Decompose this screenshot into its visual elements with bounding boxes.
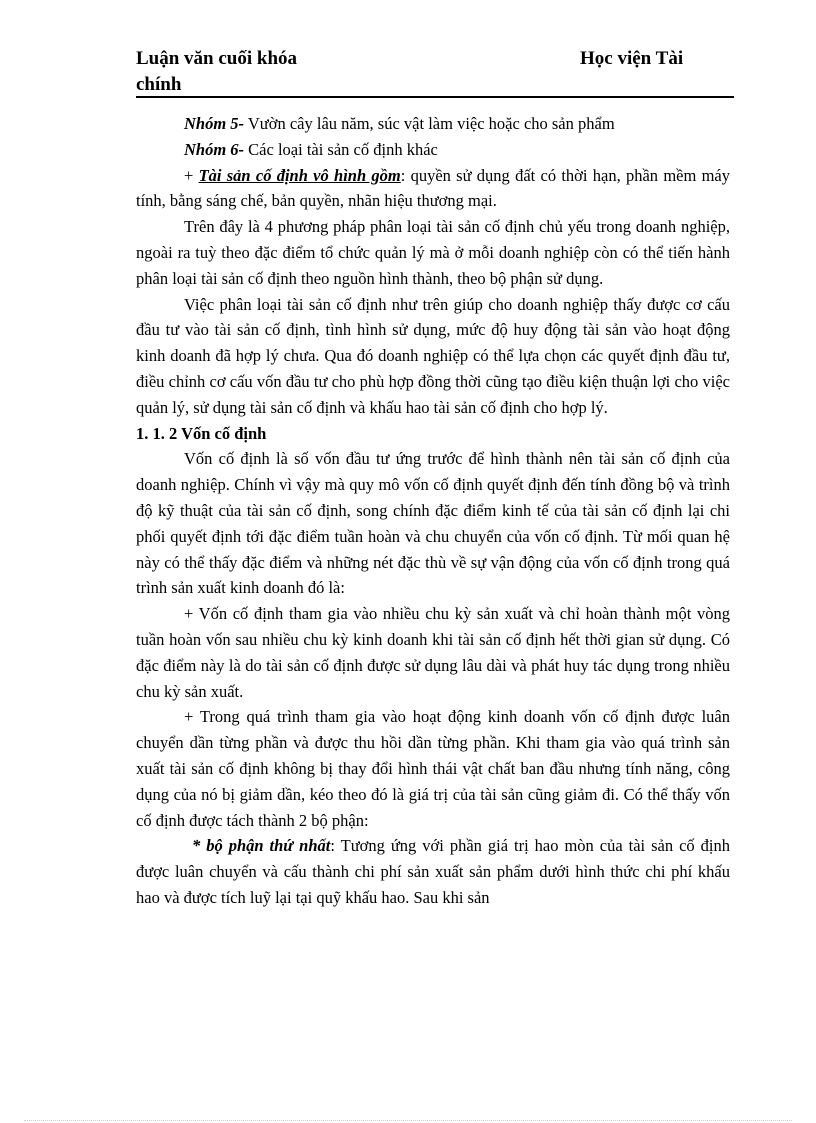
intangible-assets-label: Tài sản cố định vô hình gồm <box>198 165 401 185</box>
section-heading: 1. 1. 2 Vốn cố định <box>136 423 267 443</box>
header-right-title: Học viện Tài <box>580 48 684 69</box>
header-rule <box>136 96 734 98</box>
nhom-5-label: Nhóm 5- <box>184 114 245 133</box>
paragraph-nhom-5 <box>136 111 730 137</box>
first-part-text: : Tương ứng với phần giá trị hao mòn của tài sản cố định được luân chuyển và cấu thành chi phí sản xuất sản phẩm dưới hình thức chi phí khấu hao và được tích luỹ lại tại quỹ khấu hao. Sau khi sản <box>136 836 730 907</box>
nhom-6-text: Các loại tài sản cố định khác <box>244 139 438 159</box>
header-left-line1: Luận văn cuối khóa <box>136 48 298 69</box>
paragraph-fixed-capital-circulation: + Trong quá trình tham gia vào hoạt động kinh doanh vốn cố định được luân chuyển dần từng phần và được thu hồi dần từng phần. Khi tham gia vào quá trình sản xuất tài sản cố định không bị thay đổi hình thái vật chất ban đầu nhưng tính năng, công dụng của nó bị giảm dần, kéo theo đó là giá trị của tài sản cũng giảm đi. Có thể thấy vốn cố định được tách thành 2 bộ phận: <box>136 707 730 830</box>
paragraph-nhom-6 <box>136 137 730 163</box>
nhom-6-label: Nhóm 6- <box>184 139 245 159</box>
document-body <box>136 111 730 911</box>
paragraph-first-part <box>136 833 730 910</box>
header-left-title <box>136 46 297 98</box>
header-left-line2: chính <box>136 74 182 95</box>
page-bottom-border <box>24 1120 792 1121</box>
paragraph-classification-summary: Trên đây là 4 phương pháp phân loại tài sản cố định chủ yếu trong doanh nghiệp, ngoài ra tuỳ theo đặc điểm tổ chức quản lý mà ở mỗi doanh nghiệp còn có thể tiến hành phân loại tài sản cố định theo nguồn hình thành, theo bộ phận sử dụng. <box>136 217 730 288</box>
intangible-prefix: + <box>184 165 199 185</box>
paragraph-fixed-capital-cycles: + Vốn cố định tham gia vào nhiều chu kỳ sản xuất và chỉ hoàn thành một vòng tuần hoàn vốn sau nhiều chu kỳ kinh doanh khi tài sản cố định hết thời gian sử dụng. Có đặc điểm này là do tài sản cố định được sử dụng lâu dài và phát huy tác dụng trong nhiều chu kỳ sản xuất. <box>136 604 730 701</box>
intangible-assets-text: : quyền sử dụng đất có thời hạn, phần mềm máy tính, bằng sáng chế, bản quyền, nhãn hiệu thương mại. <box>136 165 730 211</box>
first-part-label: * bộ phận thứ nhất <box>192 836 331 856</box>
paragraph-classification-benefits: Việc phân loại tài sản cố định như trên giúp cho doanh nghiệp thấy được cơ cấu đầu tư vào tài sản cố định, tình hình sử dụng, mức độ huy động tài sản vào hoạt động kinh doanh đã hợp lý chưa. Qua đó doanh nghiệp có thể lựa chọn các quyết định đầu tư, điều chỉnh cơ cấu vốn đầu tư cho phù hợp đồng thời cũng tạo điều kiện thuận lợi cho việc quản lý, sử dụng tài sản cố định và khấu hao tài sản cố định cho hợp lý. <box>136 294 730 417</box>
paragraph-fixed-capital-definition: Vốn cố định là số vốn đầu tư ứng trước để hình thành nên tài sản cố định của doanh nghiệp. Chính vì vậy mà quy mô vốn cố định quyết định đến tính đồng bộ và trình độ kỹ thuật của tài sản cố định, song chính đặc điểm kinh tế của tài sản cố định lại chi phối quyết định tới đặc điểm tuần hoàn và chu chuyển của vốn cố định. Từ mối quan hệ này có thể thấy đặc điểm và những nét đặc thù về sự vận động của vốn cố định trong quá trình sản xuất kinh doanh đó là: <box>136 449 730 598</box>
nhom-5-text: Vườn cây lâu năm, súc vật làm việc hoặc cho sản phẩm <box>244 114 615 133</box>
paragraph-intangible-assets <box>136 163 730 215</box>
